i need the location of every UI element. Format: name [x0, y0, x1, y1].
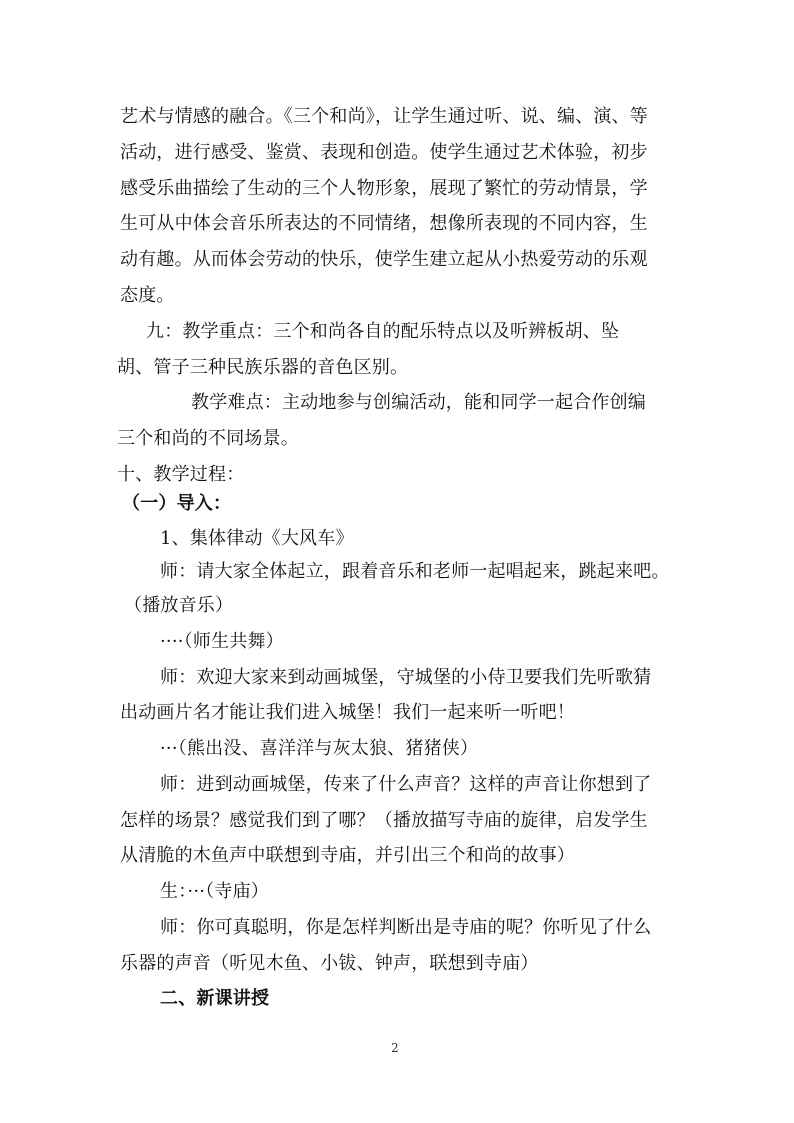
paragraph-line: 生可从中体会音乐所表达的不同情绪，想像所表现的不同内容，生: [120, 213, 648, 234]
dialogue-line: 乐器的声音（听见木鱼、小钹、钟声，联想到寺庙）: [120, 953, 539, 974]
paragraph-line: 感受乐曲描绘了生动的三个人物形象，展现了繁忙的劳动情景，学: [120, 178, 648, 199]
key-points-line: 胡、管子三种民族乐器的音色区别。: [117, 357, 409, 378]
dialogue-line: 生：···（寺庙）: [160, 881, 269, 902]
dialogue-line: ···（熊出没、喜洋洋与灰太狼、猪猪侠）: [160, 738, 479, 759]
section-heading: 十、教学过程：: [117, 464, 245, 485]
dialogue-line: ····（师生共舞）: [160, 631, 284, 652]
dialogue-line: 从清脆的木鱼声中联想到寺庙，并引出三个和尚的故事）: [120, 845, 575, 866]
subsection-heading: （一）导入：: [122, 493, 232, 514]
paragraph-line: 态度。: [120, 285, 175, 306]
section-heading: 二、新课讲授: [160, 988, 270, 1009]
dialogue-line: （播放音乐）: [124, 595, 234, 616]
dialogue-line: 怎样的场景？感觉我们到了哪？（播放描写寺庙的旋律，启发学生: [120, 810, 648, 831]
dialogue-line: 师：欢迎大家来到动画城堡，守城堡的小侍卫要我们先听歌猜: [160, 667, 652, 688]
activity-title: 1、集体律动《大风车》: [160, 528, 354, 549]
paragraph-line: 艺术与情感的融合。《三个和尚》，让学生通过听、说、编、演、等: [120, 106, 648, 127]
dialogue-line: 师：请大家全体起立，跟着音乐和老师一起唱起来，跳起来吧。: [160, 561, 670, 582]
dialogue-line: 师：进到动画城堡，传来了什么声音？这样的声音让你想到了: [160, 774, 652, 795]
key-points-line: 九：教学重点：三个和尚各自的配乐特点以及听辨板胡、坠: [146, 321, 620, 342]
difficulty-line: 教学难点：主动地参与创编活动，能和同学一起合作创编: [191, 392, 646, 413]
dialogue-line: 出动画片名才能让我们进入城堡！我们一起来听一听吧！: [120, 702, 575, 723]
page-number: 2: [391, 1041, 399, 1055]
dialogue-line: 师：你可真聪明，你是怎样判断出是寺庙的呢？你听见了什么: [160, 917, 652, 938]
difficulty-line: 三个和尚的不同场景。: [117, 428, 299, 449]
paragraph-line: 活动，进行感受、鉴赏、表现和创造。使学生通过艺术体验，初步: [120, 142, 648, 163]
paragraph-line: 动有趣。从而体会劳动的快乐，使学生建立起从小热爱劳动的乐观: [120, 249, 648, 270]
